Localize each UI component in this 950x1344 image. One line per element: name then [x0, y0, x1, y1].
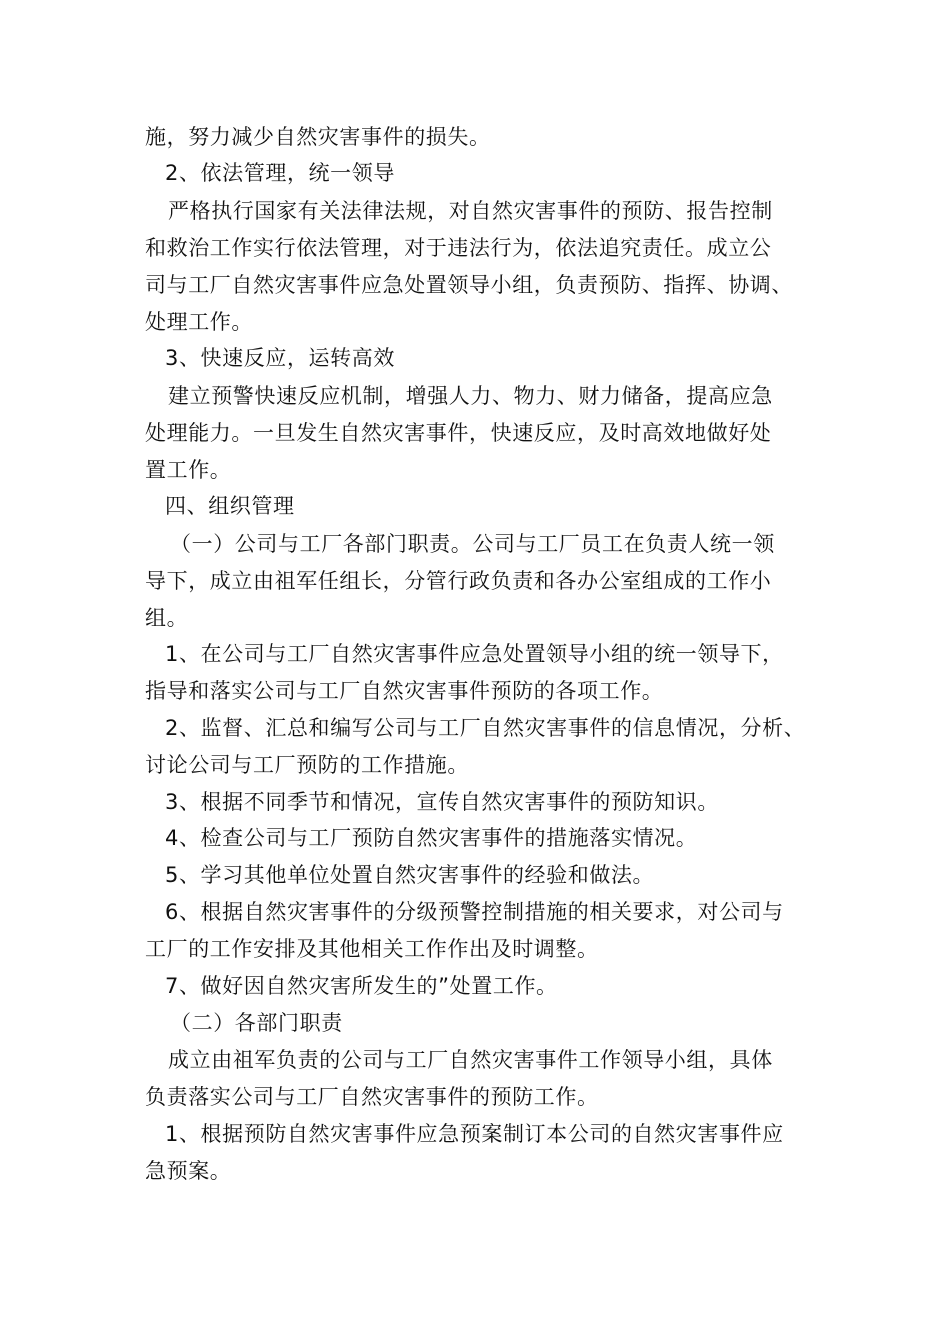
- text-line: 3、快速反应，运转高效: [165, 346, 395, 370]
- text-line: （一）公司与工厂各部门职责。公司与工厂员工在负责人统一领: [170, 532, 775, 556]
- text-line: 7、做好因自然灾害所发生的”处置工作。: [165, 974, 558, 998]
- text-line: （二）各部门职责: [170, 1011, 343, 1035]
- text-line: 和救治工作实行依法管理，对于违法行为，依法追究责任。成立公: [145, 236, 772, 260]
- text-line: 1、在公司与工厂自然灾害事件应急处置领导小组的统一领导下，: [165, 642, 784, 666]
- text-line: 置工作。: [145, 458, 232, 482]
- text-line: 1、根据预防自然灾害事件应急预案制订本公司的自然灾害事件应: [165, 1122, 784, 1146]
- text-line: 5、学习其他单位处置自然灾害事件的经验和做法。: [165, 863, 655, 887]
- text-line: 处理能力。一旦发生自然灾害事件，快速反应，及时高效地做好处: [145, 421, 772, 445]
- text-line: 急预案。: [145, 1159, 232, 1183]
- text-line: 4、检查公司与工厂预防自然灾害事件的措施落实情况。: [165, 826, 698, 850]
- text-line: 司与工厂自然灾害事件应急处置领导小组，负责预防、指挥、协调、: [145, 273, 793, 297]
- text-line: 工厂的工作安排及其他相关工作作出及时调整。: [145, 937, 599, 961]
- text-line: 组。: [145, 606, 189, 630]
- text-line: 四、组织管理: [165, 494, 295, 518]
- text-line: 2、监督、汇总和编写公司与工厂自然灾害事件的信息情况，分析、: [165, 716, 806, 740]
- text-line: 2、依法管理，统一领导: [165, 161, 395, 185]
- text-line: 施，努力减少自然灾害事件的损失。: [145, 125, 491, 149]
- text-line: 6、根据自然灾害事件的分级预警控制措施的相关要求，对公司与: [165, 900, 784, 924]
- text-line: 负责落实公司与工厂自然灾害事件的预防工作。: [145, 1085, 599, 1109]
- text-line: 指导和落实公司与工厂自然灾害事件预防的各项工作。: [145, 679, 664, 703]
- text-line: 建立预警快速反应机制，增强人力、物力、财力储备，提高应急: [168, 384, 773, 408]
- text-line: 讨论公司与工厂预防的工作措施。: [145, 753, 469, 777]
- text-line: 导下，成立由祖军任组长，分管行政负责和各办公室组成的工作小: [145, 569, 772, 593]
- text-line: 严格执行国家有关法律法规，对自然灾害事件的预防、报告控制: [168, 199, 773, 223]
- text-line: 处理工作。: [145, 310, 253, 334]
- text-line: 3、根据不同季节和情况，宣传自然灾害事件的预防知识。: [165, 790, 719, 814]
- text-line: 成立由祖军负责的公司与工厂自然灾害事件工作领导小组，具体: [168, 1048, 773, 1072]
